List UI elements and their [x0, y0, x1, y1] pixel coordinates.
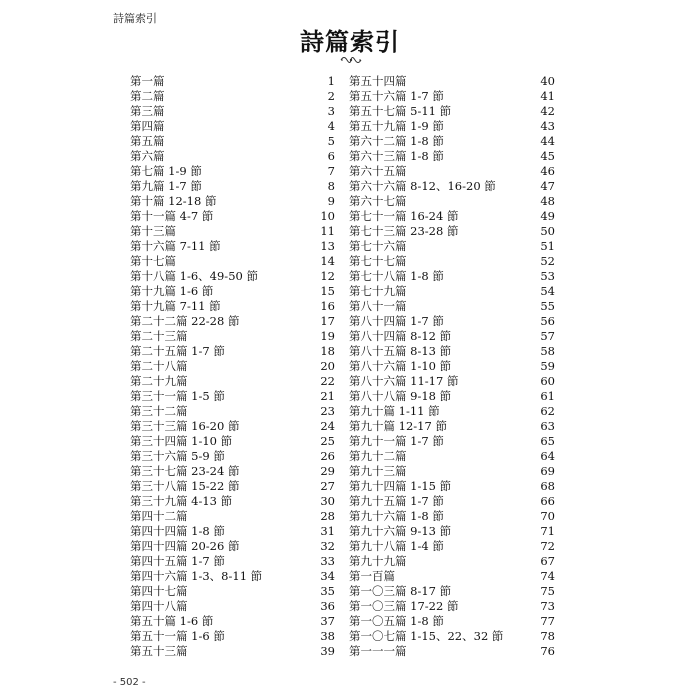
entry-label: 第三十六篇 5-9 節 [130, 449, 225, 463]
entry-page-number: 45 [540, 149, 555, 163]
page-number: - 502 - [113, 677, 146, 688]
entry-page-number: 1 [327, 74, 335, 88]
entry-page-number: 35 [320, 584, 335, 598]
entry-page-number: 15 [320, 284, 335, 298]
index-entry [349, 389, 555, 404]
entry-label: 第七十七篇 [349, 254, 407, 268]
entry-label: 第九十八篇 1-4 節 [349, 539, 444, 553]
entry-page-number: 74 [540, 569, 555, 583]
index-entry [349, 164, 555, 179]
index-entry [349, 569, 555, 584]
entry-label: 第一〇五篇 1-8 節 [349, 614, 444, 628]
index-entry [349, 614, 555, 629]
entry-label: 第八十一篇 [349, 299, 407, 313]
entry-page-number: 38 [320, 629, 335, 643]
index-entry [349, 539, 555, 554]
entry-page-number: 28 [320, 509, 335, 523]
entry-label: 第五十三篇 [130, 644, 188, 658]
index-entry [349, 509, 555, 524]
entry-page-number: 60 [540, 374, 555, 388]
index-entry [130, 584, 335, 599]
entry-label: 第十三篇 [130, 224, 176, 238]
entry-label: 第五十四篇 [349, 74, 407, 88]
entry-label: 第三十二篇 [130, 404, 188, 418]
index-entry [349, 419, 555, 434]
entry-page-number: 30 [320, 494, 335, 508]
index-entry [130, 134, 335, 149]
entry-label: 第七十六篇 [349, 239, 407, 253]
index-entry [349, 89, 555, 104]
entry-page-number: 59 [540, 359, 555, 373]
entry-label: 第六十六篇 8-12、16-20 節 [349, 179, 496, 193]
index-entry [349, 479, 555, 494]
index-entry [130, 194, 335, 209]
entry-page-number: 69 [540, 464, 555, 478]
index-entry [130, 419, 335, 434]
entry-label: 第五十六篇 1-7 節 [349, 89, 444, 103]
entry-page-number: 11 [320, 224, 335, 238]
index-entry [349, 209, 555, 224]
entry-page-number: 68 [540, 479, 555, 493]
index-entry [130, 599, 335, 614]
entry-page-number: 18 [320, 344, 335, 358]
entry-page-number: 32 [320, 539, 335, 553]
entry-page-number: 21 [320, 389, 335, 403]
entry-page-number: 71 [540, 524, 555, 538]
index-entry [130, 614, 335, 629]
entry-page-number: 62 [540, 404, 555, 418]
entry-label: 第四十四篇 20-26 節 [130, 539, 240, 553]
entry-label: 第九十篇 12-17 節 [349, 419, 447, 433]
entry-label: 第七十一篇 16-24 節 [349, 209, 459, 223]
entry-page-number: 14 [320, 254, 335, 268]
entry-label: 第九十一篇 1-7 節 [349, 434, 444, 448]
index-entry [130, 539, 335, 554]
entry-label: 第四十六篇 1-3、8-11 節 [130, 569, 263, 583]
entry-page-number: 46 [540, 164, 555, 178]
entry-page-number: 16 [320, 299, 335, 313]
index-entry [349, 119, 555, 134]
entry-page-number: 76 [540, 644, 555, 658]
entry-page-number: 61 [540, 389, 555, 403]
index-entry [349, 74, 555, 89]
entry-page-number: 23 [320, 404, 335, 418]
entry-label: 第七十三篇 23-28 節 [349, 224, 459, 238]
entry-label: 第七十九篇 [349, 284, 407, 298]
entry-label: 第六十五篇 [349, 164, 407, 178]
entry-page-number: 7 [327, 164, 335, 178]
index-entry [130, 494, 335, 509]
entry-label: 第一百篇 [349, 569, 395, 583]
entry-page-number: 39 [320, 644, 335, 658]
entry-label: 第八十六篇 1-10 節 [349, 359, 452, 373]
entry-label: 第三十四篇 1-10 節 [130, 434, 233, 448]
entry-label: 第九十九篇 [349, 554, 407, 568]
entry-label: 第九十六篇 1-8 節 [349, 509, 444, 523]
index-entry [130, 224, 335, 239]
entry-page-number: 54 [540, 284, 555, 298]
entry-page-number: 5 [327, 134, 335, 148]
entry-label: 第九十三篇 [349, 464, 407, 478]
entry-label: 第三十九篇 4-13 節 [130, 494, 233, 508]
entry-label: 第四十八篇 [130, 599, 188, 613]
index-entry [130, 404, 335, 419]
index-entry [349, 554, 555, 569]
entry-label: 第十七篇 [130, 254, 176, 268]
index-entry [130, 239, 335, 254]
entry-page-number: 48 [540, 194, 555, 208]
index-entry [130, 329, 335, 344]
flourish-ornament-icon [339, 54, 363, 66]
entry-label: 第六篇 [130, 149, 165, 163]
index-entry [349, 404, 555, 419]
entry-label: 第九篇 1-7 節 [130, 179, 202, 193]
index-entry [349, 434, 555, 449]
index-entry [349, 584, 555, 599]
entry-label: 第六十二篇 1-8 節 [349, 134, 444, 148]
entry-page-number: 51 [540, 239, 555, 253]
index-entry [130, 269, 335, 284]
entry-page-number: 41 [540, 89, 555, 103]
entry-page-number: 22 [320, 374, 335, 388]
entry-label: 第四十七篇 [130, 584, 188, 598]
entry-label: 第三十八篇 15-22 節 [130, 479, 240, 493]
index-entry [130, 449, 335, 464]
entry-page-number: 75 [540, 584, 555, 598]
entry-page-number: 13 [320, 239, 335, 253]
index-entry [130, 284, 335, 299]
entry-page-number: 43 [540, 119, 555, 133]
entry-label: 第七十八篇 1-8 節 [349, 269, 444, 283]
entry-page-number: 50 [540, 224, 555, 238]
entry-label: 第十八篇 1-6、49-50 節 [130, 269, 258, 283]
index-entry [349, 269, 555, 284]
entry-page-number: 37 [320, 614, 335, 628]
entry-page-number: 56 [540, 314, 555, 328]
index-entry [130, 464, 335, 479]
index-entry [349, 299, 555, 314]
index-entry [130, 344, 335, 359]
entry-page-number: 36 [320, 599, 335, 613]
entry-page-number: 31 [320, 524, 335, 538]
entry-label: 第三篇 [130, 104, 165, 118]
entry-label: 第一〇三篇 17-22 節 [349, 599, 459, 613]
entry-label: 第九十篇 1-11 節 [349, 404, 440, 418]
entry-page-number: 73 [540, 599, 555, 613]
entry-label: 第十九篇 7-11 節 [130, 299, 221, 313]
entry-label: 第八十四篇 8-12 節 [349, 329, 452, 343]
entry-page-number: 24 [320, 419, 335, 433]
index-entry [130, 434, 335, 449]
entry-label: 第五十一篇 1-6 節 [130, 629, 225, 643]
entry-label: 第三十一篇 1-5 節 [130, 389, 225, 403]
index-entry [130, 479, 335, 494]
entry-page-number: 49 [540, 209, 555, 223]
index-entry [130, 569, 335, 584]
entry-label: 第二十九篇 [130, 374, 188, 388]
entry-page-number: 9 [327, 194, 335, 208]
index-entry [130, 524, 335, 539]
entry-label: 第五十九篇 1-9 節 [349, 119, 444, 133]
index-entry [349, 374, 555, 389]
index-entry [349, 254, 555, 269]
entry-label: 第一〇三篇 8-17 節 [349, 584, 452, 598]
index-entry [349, 314, 555, 329]
entry-page-number: 2 [327, 89, 335, 103]
entry-page-number: 77 [540, 614, 555, 628]
entry-label: 第二十二篇 22-28 節 [130, 314, 240, 328]
entry-page-number: 20 [320, 359, 335, 373]
entry-label: 第五十七篇 5-11 節 [349, 104, 452, 118]
index-entry [349, 644, 555, 659]
index-entry [130, 629, 335, 644]
index-entry [130, 164, 335, 179]
entry-page-number: 10 [320, 209, 335, 223]
entry-label: 第二十八篇 [130, 359, 188, 373]
entry-label: 第十六篇 7-11 節 [130, 239, 221, 253]
index-column-left [130, 74, 335, 659]
entry-page-number: 64 [540, 449, 555, 463]
entry-page-number: 67 [540, 554, 555, 568]
entry-page-number: 66 [540, 494, 555, 508]
index-entry [349, 494, 555, 509]
index-column-right [349, 74, 555, 659]
entry-label: 第四十二篇 [130, 509, 188, 523]
index-entry [130, 299, 335, 314]
index-entry [349, 464, 555, 479]
index-entry [349, 194, 555, 209]
index-entry [349, 344, 555, 359]
entry-label: 第三十三篇 16-20 節 [130, 419, 240, 433]
index-entry [349, 239, 555, 254]
entry-label: 第一一一篇 [349, 644, 407, 658]
index-entry [349, 284, 555, 299]
index-entry [349, 599, 555, 614]
entry-label: 第四篇 [130, 119, 165, 133]
index-entry [130, 554, 335, 569]
page-title: 詩篇索引 [300, 28, 400, 56]
index-entry [349, 359, 555, 374]
index-entry [130, 179, 335, 194]
entry-label: 第六十七篇 [349, 194, 407, 208]
entry-label: 第二篇 [130, 89, 165, 103]
index-entry [130, 389, 335, 404]
index-entry [349, 524, 555, 539]
entry-label: 第九十六篇 9-13 節 [349, 524, 452, 538]
index-entry [349, 449, 555, 464]
entry-label: 第九十四篇 1-15 節 [349, 479, 452, 493]
entry-page-number: 12 [320, 269, 335, 283]
entry-label: 第八十五篇 8-13 節 [349, 344, 452, 358]
index-entry [349, 179, 555, 194]
entry-page-number: 70 [540, 509, 555, 523]
entry-label: 第十篇 12-18 節 [130, 194, 217, 208]
entry-page-number: 27 [320, 479, 335, 493]
index-entry [349, 149, 555, 164]
entry-page-number: 44 [540, 134, 555, 148]
index-entry [130, 104, 335, 119]
index-entry [130, 119, 335, 134]
entry-page-number: 17 [320, 314, 335, 328]
entry-page-number: 34 [320, 569, 335, 583]
entry-page-number: 3 [327, 104, 335, 118]
entry-page-number: 4 [327, 119, 335, 133]
entry-label: 第五十篇 1-6 節 [130, 614, 214, 628]
entry-page-number: 78 [540, 629, 555, 643]
index-entry [349, 224, 555, 239]
entry-page-number: 65 [540, 434, 555, 448]
entry-label: 第四十四篇 1-8 節 [130, 524, 225, 538]
entry-page-number: 25 [320, 434, 335, 448]
entry-page-number: 40 [540, 74, 555, 88]
entry-page-number: 33 [320, 554, 335, 568]
index-entry [130, 644, 335, 659]
index-entry [130, 209, 335, 224]
entry-page-number: 72 [540, 539, 555, 553]
entry-label: 第七篇 1-9 節 [130, 164, 202, 178]
entry-label: 第十九篇 1-6 節 [130, 284, 214, 298]
entry-page-number: 29 [320, 464, 335, 478]
entry-label: 第三十七篇 23-24 節 [130, 464, 240, 478]
entry-page-number: 47 [540, 179, 555, 193]
entry-label: 第八十四篇 1-7 節 [349, 314, 444, 328]
entry-page-number: 26 [320, 449, 335, 463]
entry-page-number: 52 [540, 254, 555, 268]
entry-label: 第二十三篇 [130, 329, 188, 343]
index-entry [349, 629, 555, 644]
index-entry [349, 329, 555, 344]
entry-label: 第二十五篇 1-7 節 [130, 344, 225, 358]
entry-label: 第九十二篇 [349, 449, 407, 463]
entry-label: 第八十六篇 11-17 節 [349, 374, 459, 388]
index-entry [130, 254, 335, 269]
entry-page-number: 55 [540, 299, 555, 313]
entry-label: 第一篇 [130, 74, 165, 88]
entry-page-number: 42 [540, 104, 555, 118]
entry-page-number: 6 [327, 149, 335, 163]
entry-label: 第六十三篇 1-8 節 [349, 149, 444, 163]
entry-label: 第五篇 [130, 134, 165, 148]
entry-label: 第九十五篇 1-7 節 [349, 494, 444, 508]
index-entry [130, 314, 335, 329]
entry-label: 第十一篇 4-7 節 [130, 209, 214, 223]
entry-page-number: 58 [540, 344, 555, 358]
index-entry [349, 104, 555, 119]
entry-page-number: 57 [540, 329, 555, 343]
entry-label: 第八十八篇 9-18 節 [349, 389, 452, 403]
index-entry [349, 134, 555, 149]
index-entry [130, 89, 335, 104]
index-entry [130, 74, 335, 89]
entry-page-number: 8 [327, 179, 335, 193]
entry-label: 第四十五篇 1-7 節 [130, 554, 225, 568]
entry-page-number: 53 [540, 269, 555, 283]
entry-page-number: 63 [540, 419, 555, 433]
index-entry [130, 149, 335, 164]
index-entry [130, 359, 335, 374]
entry-page-number: 19 [320, 329, 335, 343]
running-header: 詩篇索引 [113, 12, 157, 25]
index-entry [130, 509, 335, 524]
entry-label: 第一〇七篇 1-15、22、32 節 [349, 629, 504, 643]
index-entry [130, 374, 335, 389]
